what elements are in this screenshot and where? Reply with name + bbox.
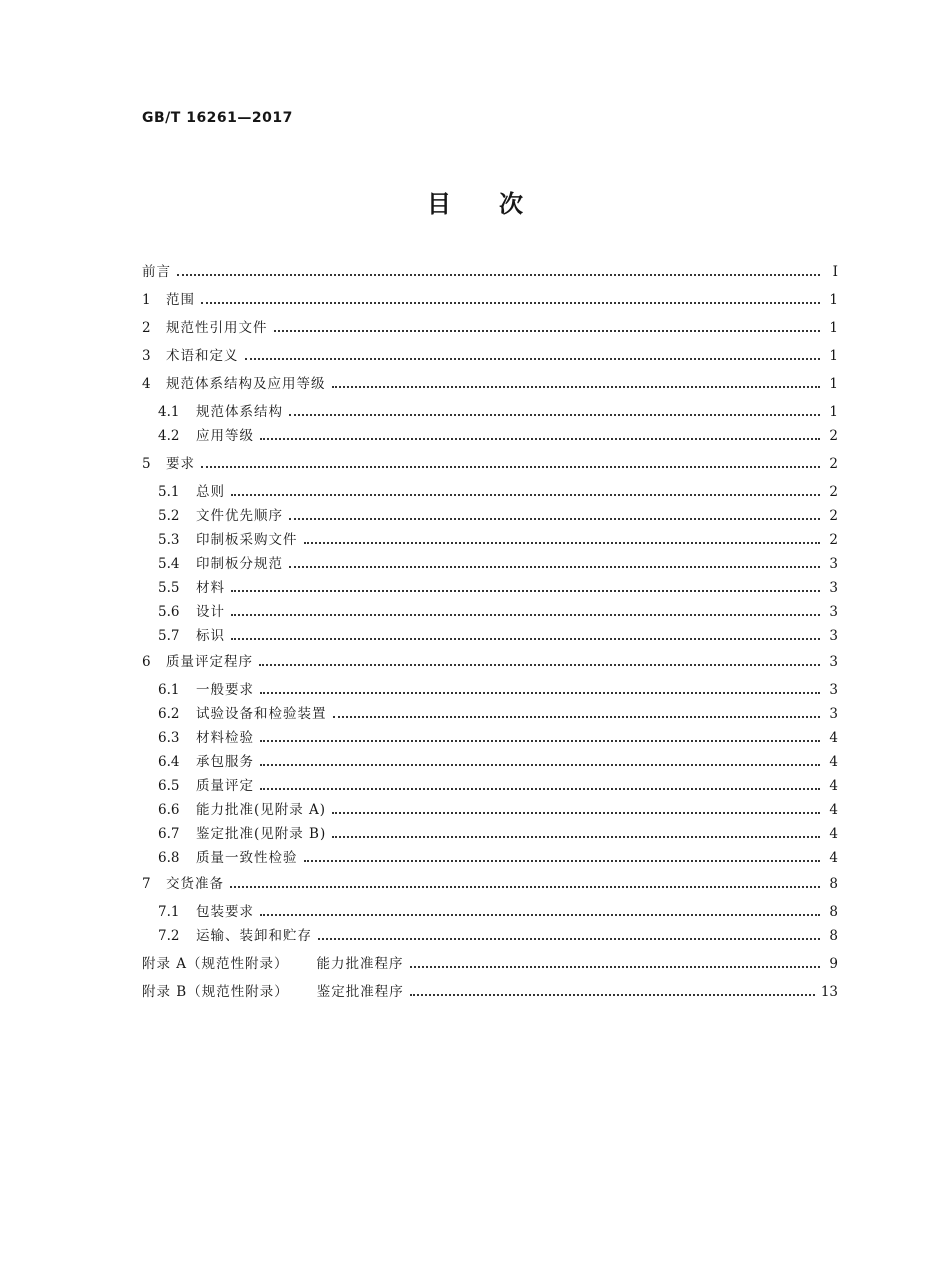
toc-leader-dots bbox=[231, 614, 820, 616]
toc-entry-label: 印制板分规范 bbox=[196, 556, 283, 572]
toc-entry-number: 6.2 bbox=[158, 706, 180, 722]
toc-entry-label: 印制板采购文件 bbox=[196, 532, 298, 548]
toc-entry-number: 4.2 bbox=[158, 428, 180, 444]
toc-entry-page: 13 bbox=[820, 984, 838, 1000]
toc-entry-page: Ⅰ bbox=[832, 264, 838, 280]
toc-leader-dots bbox=[201, 466, 820, 468]
toc-entry-number: 6.5 bbox=[158, 778, 180, 794]
toc-entry-label: 文件优先顺序 bbox=[196, 508, 283, 524]
toc-entry-label: 质量评定程序 bbox=[166, 654, 253, 670]
toc-leader-dots bbox=[333, 716, 821, 718]
toc-entry-label: 鉴定批准(见附录 B) bbox=[196, 826, 327, 842]
toc-entry-page: 4 bbox=[829, 802, 838, 818]
toc-leader-dots bbox=[177, 274, 820, 276]
toc-entry-label: 包装要求 bbox=[196, 904, 254, 920]
toc-entry-page: 8 bbox=[829, 876, 838, 892]
toc-entry-number: 6.3 bbox=[158, 730, 180, 746]
toc-entry-page: 4 bbox=[829, 826, 838, 842]
toc-leader-dots bbox=[332, 386, 821, 388]
toc-entry-page: 4 bbox=[829, 850, 838, 866]
toc-entry-label: 设计 bbox=[196, 604, 225, 620]
toc-entry-page: 1 bbox=[829, 320, 838, 336]
toc-entry-number: 6.4 bbox=[158, 754, 180, 770]
toc-entry[interactable] bbox=[158, 902, 838, 922]
toc-entry-number: 2 bbox=[142, 320, 151, 336]
toc-entry-page: 1 bbox=[829, 404, 838, 420]
toc-leader-dots bbox=[274, 330, 821, 332]
toc-entry-page: 3 bbox=[829, 682, 838, 698]
toc-entry-label: 应用等级 bbox=[196, 428, 254, 444]
toc-entry-page: 3 bbox=[829, 580, 838, 596]
toc-entry-label: 附录 B（规范性附录） bbox=[142, 984, 289, 1000]
toc-entry-number: 5.4 bbox=[158, 556, 180, 572]
toc-entry-page: 3 bbox=[829, 628, 838, 644]
toc-entry[interactable] bbox=[158, 752, 838, 772]
toc-entry-number: 6.1 bbox=[158, 682, 180, 698]
toc-entry-label: 一般要求 bbox=[196, 682, 254, 698]
toc-leader-dots bbox=[230, 886, 820, 888]
toc-entry[interactable] bbox=[158, 728, 838, 748]
toc-entry-label: 材料检验 bbox=[196, 730, 254, 746]
toc-leader-dots bbox=[332, 836, 820, 838]
toc-entry[interactable] bbox=[158, 680, 838, 700]
toc-entry[interactable] bbox=[158, 530, 838, 550]
toc-entry[interactable] bbox=[142, 374, 838, 394]
toc-entry[interactable] bbox=[142, 982, 838, 1002]
toc-entry-label: 质量一致性检验 bbox=[196, 850, 298, 866]
toc-leader-dots bbox=[259, 664, 820, 666]
toc-entry-number: 4.1 bbox=[158, 404, 180, 420]
toc-entry-number: 5.5 bbox=[158, 580, 180, 596]
toc-entry-label: 材料 bbox=[196, 580, 225, 596]
toc-entry-number: 5.1 bbox=[158, 484, 180, 500]
toc-entry-page: 3 bbox=[829, 604, 838, 620]
toc-entry-label: 质量评定 bbox=[196, 778, 254, 794]
toc-leader-dots bbox=[231, 638, 820, 640]
toc-entry[interactable] bbox=[158, 506, 838, 526]
toc-entry-label: 试验设备和检验装置 bbox=[196, 706, 327, 722]
toc-leader-dots bbox=[201, 302, 820, 304]
toc-entry-number: 4 bbox=[142, 376, 151, 392]
toc-entry-number: 6.6 bbox=[158, 802, 180, 818]
toc-entry-label: 规范性引用文件 bbox=[166, 320, 268, 336]
toc-entry-page: 8 bbox=[829, 904, 838, 920]
toc-entry-annex-title: 能力批准程序 bbox=[316, 956, 404, 972]
toc-entry[interactable] bbox=[158, 402, 838, 422]
toc-entry-page: 8 bbox=[829, 928, 838, 944]
toc-leader-dots bbox=[289, 518, 820, 520]
toc-entry[interactable] bbox=[142, 346, 838, 366]
toc-entry-page: 4 bbox=[829, 754, 838, 770]
toc-entry[interactable] bbox=[158, 926, 838, 946]
toc-leader-dots bbox=[289, 566, 820, 568]
toc-entry-label: 附录 A（规范性附录） bbox=[142, 956, 289, 972]
toc-entry-page: 2 bbox=[829, 456, 838, 472]
toc-leader-dots bbox=[260, 788, 820, 790]
page-title: 目次 bbox=[427, 190, 571, 218]
toc-entry-label: 范围 bbox=[166, 292, 195, 308]
toc-leader-dots bbox=[245, 358, 821, 360]
toc-entry[interactable] bbox=[158, 800, 838, 820]
toc-entry[interactable] bbox=[142, 262, 838, 282]
toc-entry-page: 4 bbox=[829, 778, 838, 794]
toc-entry-number: 7.2 bbox=[158, 928, 180, 944]
toc-entry[interactable] bbox=[142, 290, 838, 310]
toc-entry[interactable] bbox=[158, 848, 838, 868]
toc-leader-dots bbox=[260, 692, 820, 694]
toc-entry[interactable] bbox=[142, 954, 838, 974]
toc-entry-page: 9 bbox=[829, 956, 838, 972]
toc-entry-page: 1 bbox=[829, 376, 838, 392]
toc-entry[interactable] bbox=[142, 318, 838, 338]
toc-entry-number: 3 bbox=[142, 348, 151, 364]
toc-entry-page: 1 bbox=[829, 292, 838, 308]
standard-code: GB/T 16261—2017 bbox=[142, 110, 293, 126]
toc-entry-label: 规范体系结构及应用等级 bbox=[166, 376, 326, 392]
toc-entry-page: 2 bbox=[829, 428, 838, 444]
toc-leader-dots bbox=[304, 542, 821, 544]
toc-entry[interactable] bbox=[142, 454, 838, 474]
toc-leader-dots bbox=[260, 914, 820, 916]
toc-leader-dots bbox=[260, 740, 820, 742]
toc-entry[interactable] bbox=[158, 704, 838, 724]
toc-leader-dots bbox=[260, 438, 820, 440]
toc-entry-page: 2 bbox=[829, 484, 838, 500]
toc-entry-label: 术语和定义 bbox=[166, 348, 239, 364]
toc-entry-label: 要求 bbox=[166, 456, 195, 472]
toc-leader-dots bbox=[410, 994, 815, 996]
toc-entry[interactable] bbox=[158, 824, 838, 844]
toc-entry[interactable] bbox=[158, 602, 838, 622]
toc-entry-label: 交货准备 bbox=[166, 876, 224, 892]
toc-entry-page: 4 bbox=[829, 730, 838, 746]
toc-entry-number: 5.6 bbox=[158, 604, 180, 620]
toc-leader-dots bbox=[289, 414, 820, 416]
toc-entry-number: 5 bbox=[142, 456, 151, 472]
toc-leader-dots bbox=[231, 590, 820, 592]
toc-entry[interactable] bbox=[158, 626, 838, 646]
toc-entry-label: 前言 bbox=[142, 264, 171, 280]
toc-entry[interactable] bbox=[158, 426, 838, 446]
toc-leader-dots bbox=[332, 812, 820, 814]
toc-leader-dots bbox=[260, 764, 820, 766]
toc-entry-number: 7.1 bbox=[158, 904, 180, 920]
toc-entry-label: 能力批准(见附录 A) bbox=[196, 802, 327, 818]
toc-entry[interactable] bbox=[142, 874, 838, 894]
toc-leader-dots bbox=[231, 494, 820, 496]
toc-entry[interactable] bbox=[158, 776, 838, 796]
toc-entry-label: 运输、装卸和贮存 bbox=[196, 928, 312, 944]
toc-entry-page: 1 bbox=[829, 348, 838, 364]
toc-entry-page: 3 bbox=[829, 654, 838, 670]
toc-entry[interactable] bbox=[158, 482, 838, 502]
toc-leader-dots bbox=[304, 860, 821, 862]
toc-leader-dots bbox=[318, 938, 820, 940]
toc-entry-number: 6.8 bbox=[158, 850, 180, 866]
toc-entry-number: 6 bbox=[142, 654, 151, 670]
toc-entry-page: 2 bbox=[829, 532, 838, 548]
toc-entry[interactable] bbox=[142, 652, 838, 672]
toc-entry-number: 5.3 bbox=[158, 532, 180, 548]
toc-entry-number: 7 bbox=[142, 876, 151, 892]
toc-entry-number: 5.7 bbox=[158, 628, 180, 644]
toc-entry-page: 3 bbox=[829, 556, 838, 572]
toc-entry-number: 1 bbox=[142, 292, 151, 308]
toc-entry-label: 承包服务 bbox=[196, 754, 254, 770]
toc-entry-annex-title: 鉴定批准程序 bbox=[316, 984, 404, 1000]
toc-entry-label: 总则 bbox=[196, 484, 225, 500]
toc-entry-number: 5.2 bbox=[158, 508, 180, 524]
toc-entry-label: 规范体系结构 bbox=[196, 404, 283, 420]
toc-entry[interactable] bbox=[158, 578, 838, 598]
toc-entry-label: 标识 bbox=[196, 628, 225, 644]
toc-entry-page: 3 bbox=[829, 706, 838, 722]
toc-leader-dots bbox=[410, 966, 820, 968]
toc-entry-page: 2 bbox=[829, 508, 838, 524]
toc-entry[interactable] bbox=[158, 554, 838, 574]
toc-entry-number: 6.7 bbox=[158, 826, 180, 842]
